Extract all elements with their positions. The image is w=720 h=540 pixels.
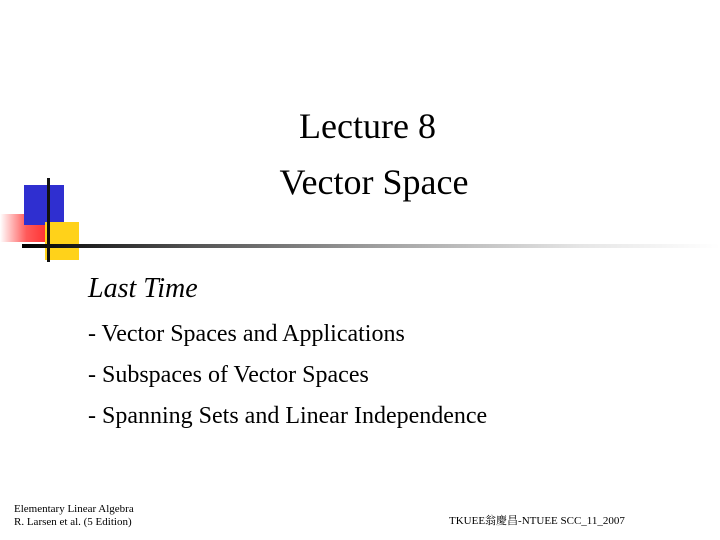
title-divider-line (22, 244, 720, 248)
footer-book-title: Elementary Linear Algebra (14, 503, 134, 515)
list-item: - Subspaces of Vector Spaces (88, 362, 369, 388)
decorative-yellow-square (45, 222, 79, 260)
list-item: - Spanning Sets and Linear Independence (88, 403, 488, 429)
list-item: - Vector Spaces and Applications (88, 321, 405, 347)
footer-course-code: TKUEE翁慶昌-NTUEE SCC_11_2007 (449, 515, 625, 527)
slide-title-line-1: Lecture 8 (299, 106, 436, 146)
section-heading: Last Time (88, 273, 198, 304)
footer-book-author: R. Larsen et al. (5 Edition) (14, 516, 132, 528)
slide-title-line-2: Vector Space (279, 162, 469, 202)
topic-list (88, 314, 487, 437)
footer-book-info (14, 503, 134, 529)
